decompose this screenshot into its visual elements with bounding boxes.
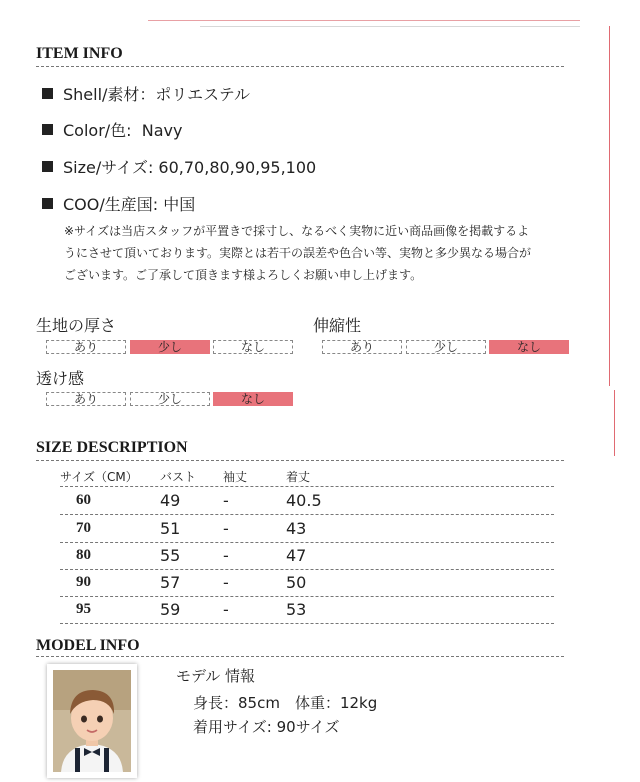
model-photo	[47, 664, 137, 778]
cell-bust: 59	[160, 600, 181, 619]
item-info-divider	[36, 66, 564, 67]
cell-length: 50	[286, 573, 307, 592]
sheer-option-little: 少し	[130, 392, 210, 406]
info-row-size	[42, 155, 316, 178]
square-bullet-icon	[42, 124, 53, 135]
cell-length: 43	[286, 519, 307, 538]
table-row-divider	[60, 623, 554, 624]
size-note-line: ※サイズは当店スタッフが平置きで採寸し、なるべく実物に近い商品画像を掲載するよ	[64, 224, 530, 238]
sheer-option-none: なし	[213, 392, 293, 406]
size-note-line: うにさせて頂いております。実際とは若干の誤差や色合い等、実物と多少異なる場合が	[64, 246, 532, 260]
header-size: サイズ（CM）	[60, 470, 138, 484]
thickness-option-little: 少し	[130, 340, 210, 354]
size-note-line: ございます。ご了承して頂きます様よろしくお願い申し上げます。	[64, 268, 423, 282]
cell-bust: 51	[160, 519, 181, 538]
table-row-divider	[60, 542, 554, 543]
square-bullet-icon	[42, 88, 53, 99]
cell-length: 47	[286, 546, 307, 565]
header-sleeve: 袖丈	[223, 470, 248, 484]
model-info-title: MODEL INFO	[36, 637, 140, 654]
cell-size: 95	[76, 601, 91, 617]
thickness-label: 生地の厚さ	[36, 316, 117, 335]
decorative-right-line	[609, 26, 610, 386]
decorative-right-line-lower	[614, 390, 615, 456]
cell-length: 40.5	[286, 491, 322, 510]
header-length: 着丈	[286, 470, 311, 484]
info-row-color	[42, 118, 182, 141]
info-row-origin-text: COO/生産国: 中国	[63, 195, 196, 214]
cell-bust: 49	[160, 491, 181, 510]
stretch-option-yes: あり	[322, 340, 402, 354]
stretch-label: 伸縮性	[313, 316, 362, 335]
table-row-divider	[60, 596, 554, 597]
square-bullet-icon	[42, 198, 53, 209]
info-row-origin	[42, 192, 195, 215]
sheer-option-yes: あり	[46, 392, 126, 406]
table-row	[60, 490, 554, 514]
cell-size: 60	[76, 492, 91, 508]
stretch-option-little: 少し	[406, 340, 486, 354]
size-description-divider	[36, 460, 564, 461]
model-worn-size: 着用サイズ: 90サイズ	[193, 718, 340, 736]
cell-sleeve: -	[223, 600, 229, 619]
decorative-top-line	[148, 20, 580, 21]
model-photo-illustration	[47, 664, 137, 778]
info-row-color-text: Color/色: Navy	[63, 121, 183, 140]
cell-bust: 55	[160, 546, 181, 565]
cell-sleeve: -	[223, 573, 229, 592]
square-bullet-icon	[42, 161, 53, 172]
size-note	[64, 220, 564, 286]
thickness-option-yes: あり	[46, 340, 126, 354]
model-measurements: 身長：85cm 体重：12kg	[193, 694, 378, 712]
stretch-option-none: なし	[489, 340, 569, 354]
table-row	[60, 545, 554, 569]
cell-sleeve: -	[223, 491, 229, 510]
item-info-title: ITEM INFO	[36, 45, 123, 62]
info-row-size-text: Size/サイズ: 60,70,80,90,95,100	[63, 158, 317, 177]
decorative-top-line-grey	[200, 26, 580, 27]
size-description-title: SIZE DESCRIPTION	[36, 439, 188, 456]
cell-length: 53	[286, 600, 307, 619]
model-info-heading: モデル 情報	[176, 667, 256, 685]
table-row-divider	[60, 486, 554, 487]
size-table-header	[60, 468, 550, 486]
cell-size: 90	[76, 574, 91, 590]
model-info-divider	[36, 656, 564, 657]
thickness-option-none: なし	[213, 340, 293, 354]
table-row	[60, 572, 554, 596]
cell-size: 70	[76, 520, 91, 536]
cell-bust: 57	[160, 573, 181, 592]
sheer-label: 透け感	[36, 369, 85, 388]
info-row-material-text: Shell/素材：ポリエステル	[63, 85, 250, 104]
header-bust: バスト	[160, 470, 197, 484]
table-row-divider	[60, 514, 554, 515]
table-row	[60, 599, 554, 623]
cell-size: 80	[76, 547, 91, 563]
cell-sleeve: -	[223, 519, 229, 538]
cell-sleeve: -	[223, 546, 229, 565]
table-row	[60, 518, 554, 542]
info-row-material	[42, 82, 250, 105]
table-row-divider	[60, 569, 554, 570]
